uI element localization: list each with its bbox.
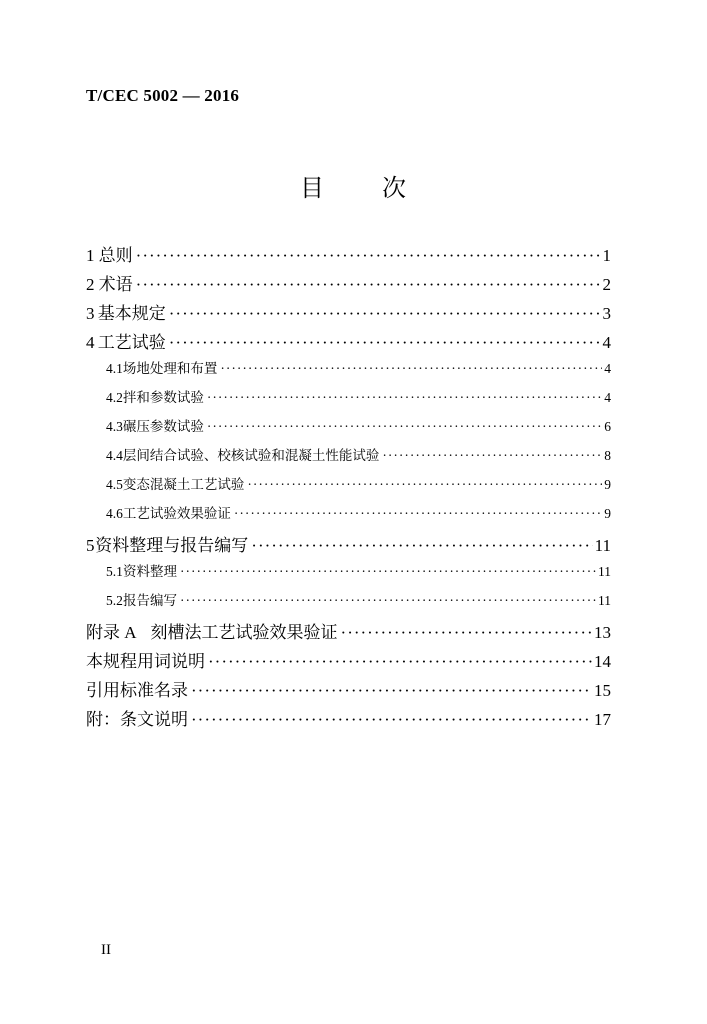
toc-entry-page: 14 [594, 652, 611, 671]
toc-entry-number: 5 [86, 536, 95, 555]
document-code: T/CEC 5002 — 2016 [86, 86, 240, 105]
toc-entry-number: 4.6 [106, 506, 123, 521]
toc-entry-page: 11 [598, 564, 611, 579]
toc-entry-page: 11 [598, 593, 611, 608]
toc-entry-5-1[interactable] [86, 560, 611, 589]
toc-entry-label: 引用标准名录 [86, 681, 188, 701]
toc-entry-5[interactable] [86, 531, 611, 560]
toc-leader-dots [136, 246, 601, 266]
toc-leader-dots [180, 564, 596, 580]
toc-leader-dots [220, 361, 602, 377]
toc-entry-wording-explanation[interactable] [86, 647, 611, 676]
toc-entry-page: 6 [604, 419, 611, 434]
toc-entry-page: 4 [604, 361, 611, 376]
toc-entry-3[interactable] [86, 299, 611, 328]
toc-entry-page: 4 [602, 333, 611, 352]
toc-entry-label: 报告编写 [123, 593, 178, 609]
toc-leader-dots [208, 652, 592, 672]
toc-entry-page: 17 [594, 710, 611, 729]
toc-entry-label: 拌和参数试验 [122, 390, 204, 406]
toc-entry-number: 4.4 [106, 448, 123, 463]
toc-entry-clause-explanation[interactable] [86, 705, 611, 734]
toc-entry-number: 4.3 [106, 419, 123, 434]
toc-entry-label: 刻槽法工艺试验效果验证 [150, 623, 338, 643]
toc-leader-dots [169, 333, 601, 353]
toc-leader-dots [382, 448, 602, 464]
toc-entry-page: 2 [602, 275, 611, 294]
toc-entry-number: 1 [86, 246, 95, 265]
toc-entry-label: 总则 [98, 246, 133, 266]
toc-entry-4[interactable] [86, 328, 611, 357]
toc-title [300, 168, 406, 203]
toc-leader-dots [191, 681, 592, 701]
toc-entry-label: 本规程用词说明 [86, 652, 205, 672]
toc-leader-dots [207, 390, 602, 406]
toc-entry-page: 13 [594, 623, 611, 642]
toc-title-char-2: 次 [382, 174, 406, 202]
toc-leader-dots [251, 536, 592, 556]
toc-leader-dots [191, 710, 592, 730]
toc-entry-number: 4.1 [106, 361, 123, 376]
toc-entry-label: 层间结合试验、校核试验和混凝土性能试验 [122, 448, 380, 464]
toc-entry-label: 附：条文说明 [86, 710, 188, 730]
toc-title-char-1: 目 [300, 174, 324, 202]
toc-entry-number: 5.1 [106, 564, 123, 579]
table-of-contents [86, 241, 611, 734]
toc-entry-4-5[interactable] [86, 473, 611, 502]
toc-entry-number: 4.2 [106, 390, 123, 405]
toc-entry-4-1[interactable] [86, 357, 611, 386]
toc-entry-label: 场地处理和布置 [122, 361, 218, 377]
toc-entry-2[interactable] [86, 270, 611, 299]
toc-entry-number: 3 [86, 304, 95, 323]
toc-leader-dots [136, 275, 601, 295]
page-number: II [101, 942, 111, 958]
toc-entry-page: 15 [594, 681, 611, 700]
toc-entry-page: 11 [594, 536, 611, 555]
toc-entry-number: 4 [86, 333, 95, 352]
toc-entry-page: 9 [604, 506, 611, 521]
toc-entry-normative-references[interactable] [86, 676, 611, 705]
toc-entry-5-2[interactable] [86, 589, 611, 618]
toc-entry-page: 9 [604, 477, 611, 492]
toc-entry-page: 4 [604, 390, 611, 405]
toc-entry-4-4[interactable] [86, 444, 611, 473]
toc-entry-label: 工艺试验 [97, 333, 166, 353]
toc-entry-label: 变态混凝土工艺试验 [122, 477, 245, 493]
toc-entry-4-6[interactable] [86, 502, 611, 531]
toc-entry-appendix-a[interactable] [86, 618, 611, 647]
toc-entry-1[interactable] [86, 241, 611, 270]
toc-leader-dots [234, 506, 602, 522]
toc-leader-dots [341, 623, 592, 643]
toc-entry-number: 4.5 [106, 477, 123, 492]
toc-leader-dots [207, 419, 602, 435]
toc-entry-page: 3 [602, 304, 611, 323]
toc-leader-dots [180, 593, 596, 609]
toc-entry-number: 2 [86, 275, 95, 294]
toc-entry-label: 碾压参数试验 [122, 419, 204, 435]
toc-entry-number: 5.2 [106, 593, 123, 608]
toc-entry-label: 资料整理 [123, 564, 178, 580]
toc-leader-dots [169, 304, 601, 324]
toc-entry-label: 术语 [98, 275, 133, 295]
toc-entry-number: 附录 A [86, 623, 137, 642]
toc-entry-label: 工艺试验效果验证 [122, 506, 231, 522]
toc-entry-label: 资料整理与报告编写 [95, 536, 249, 556]
toc-leader-dots [247, 477, 602, 493]
toc-entry-label: 基本规定 [97, 304, 166, 324]
toc-entry-page: 8 [604, 448, 611, 463]
toc-entry-4-2[interactable] [86, 386, 611, 415]
toc-entry-4-3[interactable] [86, 415, 611, 444]
toc-entry-page: 1 [602, 246, 611, 265]
